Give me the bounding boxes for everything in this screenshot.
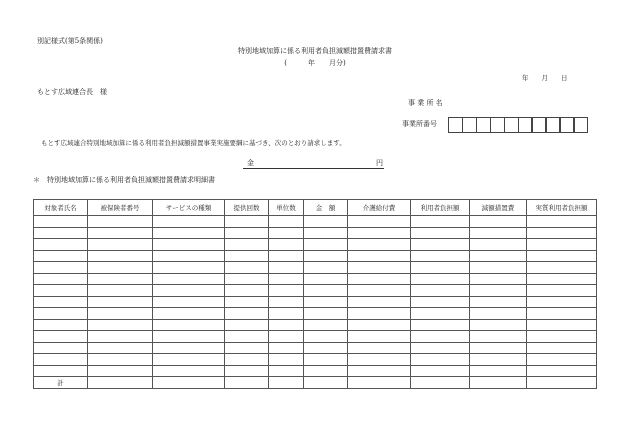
table-cell[interactable] bbox=[225, 273, 269, 285]
total-cell[interactable] bbox=[88, 377, 153, 389]
column-header: 提供回数 bbox=[225, 200, 269, 216]
column-header: サービスの種類 bbox=[153, 200, 225, 216]
table-cell[interactable] bbox=[34, 331, 88, 343]
table-cell[interactable] bbox=[153, 308, 225, 320]
table-cell[interactable] bbox=[225, 342, 269, 354]
table-cell[interactable] bbox=[153, 227, 225, 239]
table-cell[interactable] bbox=[348, 262, 411, 274]
table-cell[interactable] bbox=[527, 216, 597, 228]
detail-table bbox=[33, 199, 597, 389]
table-cell[interactable] bbox=[225, 216, 269, 228]
table-cell[interactable] bbox=[470, 319, 527, 331]
table-cell[interactable] bbox=[470, 250, 527, 262]
period-line: ( 年 月分) bbox=[284, 59, 346, 67]
table-row bbox=[34, 227, 597, 239]
table-cell[interactable] bbox=[304, 354, 348, 366]
table-row bbox=[34, 365, 597, 377]
table-cell[interactable] bbox=[348, 273, 411, 285]
table-cell[interactable] bbox=[411, 273, 470, 285]
table-cell[interactable] bbox=[470, 273, 527, 285]
total-cell[interactable] bbox=[304, 377, 348, 389]
column-header: 利用者負担額 bbox=[411, 200, 470, 216]
table-cell[interactable] bbox=[88, 308, 153, 320]
table-cell[interactable] bbox=[304, 308, 348, 320]
table-row bbox=[34, 296, 597, 308]
table-cell[interactable] bbox=[34, 262, 88, 274]
table-cell[interactable] bbox=[411, 216, 470, 228]
table-cell[interactable] bbox=[269, 216, 304, 228]
total-cell[interactable] bbox=[411, 377, 470, 389]
table-cell[interactable] bbox=[88, 227, 153, 239]
table-cell[interactable] bbox=[225, 227, 269, 239]
table-cell[interactable] bbox=[88, 250, 153, 262]
table-cell[interactable] bbox=[411, 296, 470, 308]
table-cell[interactable] bbox=[269, 296, 304, 308]
form-number: 別記様式(第5条関係) bbox=[37, 37, 103, 45]
table-body bbox=[34, 216, 597, 389]
table-cell[interactable] bbox=[348, 250, 411, 262]
table-cell[interactable] bbox=[348, 285, 411, 297]
table-cell[interactable] bbox=[269, 342, 304, 354]
table-cell[interactable] bbox=[153, 216, 225, 228]
table-row bbox=[34, 331, 597, 343]
table-cell[interactable] bbox=[411, 239, 470, 251]
table-cell[interactable] bbox=[411, 331, 470, 343]
table-cell[interactable] bbox=[34, 239, 88, 251]
table-cell[interactable] bbox=[153, 342, 225, 354]
total-cell[interactable] bbox=[470, 377, 527, 389]
column-header: 対象者氏名 bbox=[34, 200, 88, 216]
table-cell[interactable] bbox=[153, 296, 225, 308]
office-name-label: 事 業 所 名 bbox=[408, 99, 443, 107]
table-cell[interactable] bbox=[411, 365, 470, 377]
table-cell[interactable] bbox=[527, 239, 597, 251]
office-number-digit-box[interactable] bbox=[490, 117, 505, 133]
table-cell[interactable] bbox=[269, 250, 304, 262]
amount-prefix: 金 bbox=[247, 159, 254, 167]
table-cell[interactable] bbox=[225, 285, 269, 297]
table-cell[interactable] bbox=[88, 342, 153, 354]
table-cell[interactable] bbox=[348, 308, 411, 320]
column-header: 金 額 bbox=[304, 200, 348, 216]
table-cell[interactable] bbox=[470, 354, 527, 366]
table-cell[interactable] bbox=[527, 262, 597, 274]
table-cell[interactable] bbox=[269, 239, 304, 251]
office-number-boxes[interactable] bbox=[449, 117, 588, 133]
table-cell[interactable] bbox=[225, 319, 269, 331]
table-cell[interactable] bbox=[348, 365, 411, 377]
table-cell[interactable] bbox=[269, 319, 304, 331]
total-cell[interactable] bbox=[527, 377, 597, 389]
office-number-digit-box[interactable] bbox=[462, 117, 477, 133]
table-row bbox=[34, 262, 597, 274]
table-cell[interactable] bbox=[304, 342, 348, 354]
column-header: 単位数 bbox=[269, 200, 304, 216]
office-number-digit-box[interactable] bbox=[532, 117, 547, 133]
table-cell[interactable] bbox=[34, 285, 88, 297]
document-title: 特別地域加算に係る利用者負担減額措置費請求書 bbox=[238, 47, 392, 55]
table-cell[interactable] bbox=[153, 319, 225, 331]
table-cell[interactable] bbox=[348, 296, 411, 308]
table-cell[interactable] bbox=[225, 354, 269, 366]
office-number-digit-box[interactable] bbox=[476, 117, 491, 133]
table-cell[interactable] bbox=[411, 319, 470, 331]
table-cell[interactable] bbox=[527, 227, 597, 239]
table-cell[interactable] bbox=[411, 250, 470, 262]
office-number-digit-box[interactable] bbox=[504, 117, 519, 133]
table-cell[interactable] bbox=[153, 285, 225, 297]
total-row bbox=[34, 377, 597, 389]
table-cell[interactable] bbox=[225, 296, 269, 308]
table-cell[interactable] bbox=[88, 216, 153, 228]
total-cell[interactable] bbox=[269, 377, 304, 389]
table-cell[interactable] bbox=[304, 262, 348, 274]
column-header: 介護給付費 bbox=[348, 200, 411, 216]
table-cell[interactable] bbox=[470, 331, 527, 343]
table-cell[interactable] bbox=[411, 227, 470, 239]
total-cell[interactable] bbox=[348, 377, 411, 389]
column-header: 被保険者番号 bbox=[88, 200, 153, 216]
table-cell[interactable] bbox=[269, 365, 304, 377]
table-cell[interactable] bbox=[34, 308, 88, 320]
table-cell[interactable] bbox=[88, 262, 153, 274]
table-cell[interactable] bbox=[88, 273, 153, 285]
date-line: 年 月 日 bbox=[522, 74, 568, 82]
office-number-digit-box[interactable] bbox=[574, 117, 589, 133]
table-row bbox=[34, 250, 597, 262]
office-number-label: 事業所番号 bbox=[402, 120, 437, 128]
table-cell[interactable] bbox=[34, 365, 88, 377]
table-cell[interactable] bbox=[88, 285, 153, 297]
table-cell[interactable] bbox=[527, 342, 597, 354]
table-cell[interactable] bbox=[470, 342, 527, 354]
table-row bbox=[34, 319, 597, 331]
table-row bbox=[34, 342, 597, 354]
table-cell[interactable] bbox=[527, 296, 597, 308]
table-cell[interactable] bbox=[411, 285, 470, 297]
office-number-digit-box[interactable] bbox=[448, 117, 463, 133]
table-cell[interactable] bbox=[527, 354, 597, 366]
table-cell[interactable] bbox=[304, 239, 348, 251]
table-cell[interactable] bbox=[34, 250, 88, 262]
table-cell[interactable] bbox=[88, 354, 153, 366]
table-cell[interactable] bbox=[470, 365, 527, 377]
table-cell[interactable] bbox=[153, 365, 225, 377]
table-cell[interactable] bbox=[269, 285, 304, 297]
column-header: 実質利用者負担額 bbox=[527, 200, 597, 216]
table-cell[interactable] bbox=[348, 354, 411, 366]
table-cell[interactable] bbox=[34, 319, 88, 331]
table-cell[interactable] bbox=[34, 273, 88, 285]
table-cell[interactable] bbox=[269, 308, 304, 320]
total-label: 計 bbox=[34, 377, 88, 389]
table-cell[interactable] bbox=[153, 331, 225, 343]
table-cell[interactable] bbox=[527, 250, 597, 262]
table-cell[interactable] bbox=[304, 216, 348, 228]
table-cell[interactable] bbox=[34, 354, 88, 366]
table-cell[interactable] bbox=[88, 319, 153, 331]
amount-underline bbox=[243, 168, 384, 169]
total-cell[interactable] bbox=[225, 377, 269, 389]
table-cell[interactable] bbox=[304, 331, 348, 343]
request-statement: もとす広域連合特別地域加算に係る利用者負担減額措置事業実施要綱に基づき、次のとおり請求します。 bbox=[41, 139, 346, 147]
table-cell[interactable] bbox=[470, 239, 527, 251]
table-cell[interactable] bbox=[304, 296, 348, 308]
table-cell[interactable] bbox=[34, 227, 88, 239]
table-cell[interactable] bbox=[225, 331, 269, 343]
table-cell[interactable] bbox=[269, 331, 304, 343]
table-cell[interactable] bbox=[470, 296, 527, 308]
office-number-digit-box[interactable] bbox=[560, 117, 575, 133]
table-cell[interactable] bbox=[153, 262, 225, 274]
total-cell[interactable] bbox=[153, 377, 225, 389]
table-cell[interactable] bbox=[470, 285, 527, 297]
details-heading: ＊ 特別地域加算に係る利用者負担減額措置費請求明細書 bbox=[33, 176, 215, 184]
table-cell[interactable] bbox=[88, 296, 153, 308]
table-cell[interactable] bbox=[269, 354, 304, 366]
table-cell[interactable] bbox=[411, 354, 470, 366]
table-cell[interactable] bbox=[527, 331, 597, 343]
table-cell[interactable] bbox=[88, 239, 153, 251]
table-cell[interactable] bbox=[304, 365, 348, 377]
table-cell[interactable] bbox=[470, 227, 527, 239]
table-cell[interactable] bbox=[269, 273, 304, 285]
table-cell[interactable] bbox=[153, 239, 225, 251]
table-cell[interactable] bbox=[34, 216, 88, 228]
table-cell[interactable] bbox=[269, 227, 304, 239]
table-cell[interactable] bbox=[304, 250, 348, 262]
table-cell[interactable] bbox=[527, 273, 597, 285]
table-cell[interactable] bbox=[348, 319, 411, 331]
table-cell[interactable] bbox=[527, 319, 597, 331]
office-number-digit-box[interactable] bbox=[518, 117, 533, 133]
table-cell[interactable] bbox=[225, 308, 269, 320]
table-cell[interactable] bbox=[411, 262, 470, 274]
table-cell[interactable] bbox=[348, 331, 411, 343]
table-cell[interactable] bbox=[470, 216, 527, 228]
table-cell[interactable] bbox=[304, 319, 348, 331]
office-number-digit-box[interactable] bbox=[546, 117, 561, 133]
table-cell[interactable] bbox=[348, 216, 411, 228]
table-cell[interactable] bbox=[88, 331, 153, 343]
table-cell[interactable] bbox=[153, 354, 225, 366]
amount-suffix: 円 bbox=[376, 159, 383, 167]
table-cell[interactable] bbox=[348, 239, 411, 251]
table-cell[interactable] bbox=[269, 262, 304, 274]
table-row bbox=[34, 239, 597, 251]
table-cell[interactable] bbox=[225, 262, 269, 274]
table-cell[interactable] bbox=[470, 308, 527, 320]
table-cell[interactable] bbox=[348, 342, 411, 354]
table-cell[interactable] bbox=[527, 365, 597, 377]
table-cell[interactable] bbox=[348, 227, 411, 239]
table-cell[interactable] bbox=[411, 308, 470, 320]
table-row bbox=[34, 354, 597, 366]
table-row bbox=[34, 273, 597, 285]
table-row bbox=[34, 216, 597, 228]
table-cell[interactable] bbox=[304, 285, 348, 297]
table-cell[interactable] bbox=[153, 250, 225, 262]
table-cell[interactable] bbox=[225, 365, 269, 377]
table-cell[interactable] bbox=[304, 227, 348, 239]
table-cell[interactable] bbox=[34, 342, 88, 354]
table-cell[interactable] bbox=[88, 365, 153, 377]
table-cell[interactable] bbox=[153, 273, 225, 285]
addressee: もとす広域連合長 様 bbox=[37, 88, 107, 96]
table-row bbox=[34, 285, 597, 297]
table-cell[interactable] bbox=[34, 296, 88, 308]
table-cell[interactable] bbox=[527, 285, 597, 297]
table-cell[interactable] bbox=[304, 273, 348, 285]
column-header: 減額措置費 bbox=[470, 200, 527, 216]
table-row bbox=[34, 308, 597, 320]
table-cell[interactable] bbox=[411, 342, 470, 354]
table-cell[interactable] bbox=[225, 250, 269, 262]
table-cell[interactable] bbox=[527, 308, 597, 320]
table-cell[interactable] bbox=[470, 262, 527, 274]
table-cell[interactable] bbox=[225, 239, 269, 251]
table-header-row bbox=[34, 200, 597, 216]
